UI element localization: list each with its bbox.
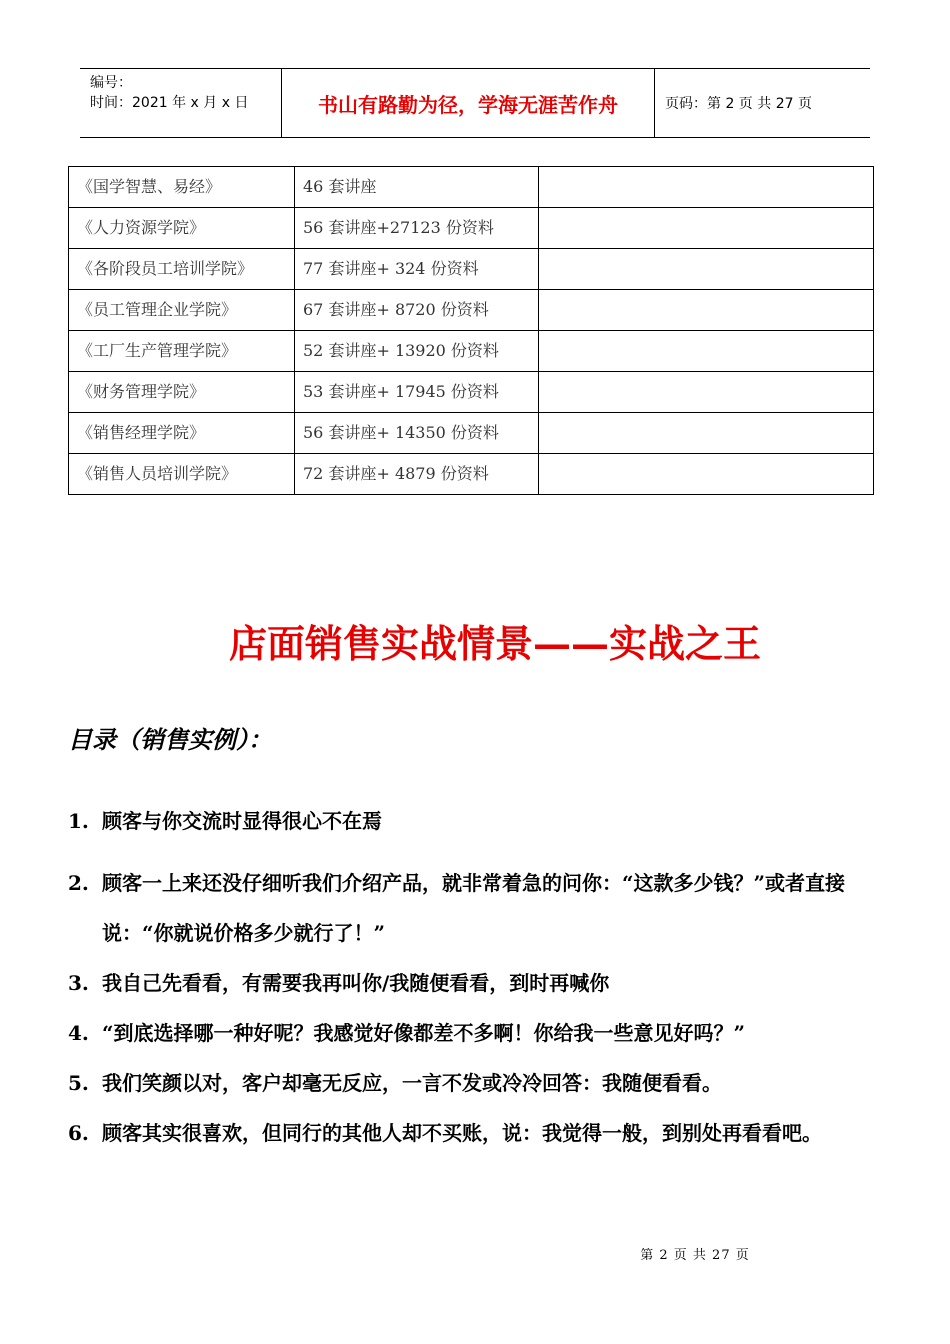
course-extra — [539, 249, 874, 290]
page-header — [80, 68, 870, 138]
list-item — [68, 1058, 888, 1108]
header-motto: 书山有路勤为径，学海无涯苦作舟 — [282, 69, 655, 137]
table-row — [69, 454, 874, 495]
course-value: 56 套讲座+ 14350 份资料 — [295, 413, 539, 454]
course-value: 77 套讲座+ 324 份资料 — [295, 249, 539, 290]
course-value: 53 套讲座+ 17945 份资料 — [295, 372, 539, 413]
item-number: 3. — [68, 971, 89, 995]
page-footer: 第 2 页 共 27 页 — [640, 1248, 750, 1263]
course-value: 46 套讲座 — [295, 167, 539, 208]
header-meta — [80, 69, 282, 137]
course-name: 《各阶段员工培训学院》 — [69, 249, 295, 290]
item-number: 1. — [68, 809, 89, 833]
list-item — [68, 1108, 888, 1158]
table-row — [69, 331, 874, 372]
time-label: 时间：2021 年 x 月 x 日 — [90, 95, 249, 111]
code-label: 编号： — [90, 75, 132, 91]
course-extra — [539, 372, 874, 413]
toc-heading: 目录（销售实例）： — [68, 725, 272, 754]
item-text: 顾客一上来还没仔细听我们介绍产品，就非常着急的问你：“这款多少钱？”或者直接说：“你就说价格多少就行了！” — [102, 871, 846, 945]
course-extra — [539, 454, 874, 495]
document-title: 店面销售实战情景——实战之王 — [228, 621, 761, 666]
course-name: 《工厂生产管理学院》 — [69, 331, 295, 372]
item-text: 我自己先看看，有需要我再叫你/我随便看看，到时再喊你 — [102, 971, 610, 995]
item-number: 5. — [68, 1071, 89, 1095]
course-extra — [539, 331, 874, 372]
course-value: 67 套讲座+ 8720 份资料 — [295, 290, 539, 331]
course-value: 72 套讲座+ 4879 份资料 — [295, 454, 539, 495]
item-text: 顾客其实很喜欢，但同行的其他人却不买账，说：我觉得一般，到别处再看看吧。 — [102, 1121, 822, 1145]
course-extra — [539, 413, 874, 454]
table-row — [69, 167, 874, 208]
list-item — [68, 958, 888, 1008]
list-item — [68, 858, 888, 958]
table-row — [69, 413, 874, 454]
item-text: 顾客与你交流时显得很心不在焉 — [102, 809, 382, 833]
course-extra — [539, 208, 874, 249]
table-row — [69, 290, 874, 331]
item-number: 6. — [68, 1121, 89, 1145]
course-table — [68, 166, 874, 495]
course-name: 《员工管理企业学院》 — [69, 290, 295, 331]
list-item — [68, 1008, 888, 1058]
course-value: 56 套讲座+27123 份资料 — [295, 208, 539, 249]
course-name: 《销售人员培训学院》 — [69, 454, 295, 495]
course-extra — [539, 167, 874, 208]
course-name: 《财务管理学院》 — [69, 372, 295, 413]
course-value: 52 套讲座+ 13920 份资料 — [295, 331, 539, 372]
list-item — [68, 796, 888, 846]
table-row — [69, 249, 874, 290]
course-name: 《销售经理学院》 — [69, 413, 295, 454]
table-row — [69, 372, 874, 413]
item-number: 2. — [68, 871, 89, 895]
table-row — [69, 208, 874, 249]
item-number: 4. — [68, 1021, 89, 1045]
course-extra — [539, 290, 874, 331]
header-page-info: 页码：第 2 页 共 27 页 — [665, 96, 812, 112]
course-name: 《国学智慧、易经》 — [69, 167, 295, 208]
course-name: 《人力资源学院》 — [69, 208, 295, 249]
item-text: “到底选择哪一种好呢？我感觉好像都差不多啊！你给我一些意见好吗？” — [102, 1021, 746, 1045]
toc-list — [68, 796, 888, 1158]
item-text: 我们笑颜以对，客户却毫无反应，一言不发或冷冷回答：我随便看看。 — [102, 1071, 722, 1095]
